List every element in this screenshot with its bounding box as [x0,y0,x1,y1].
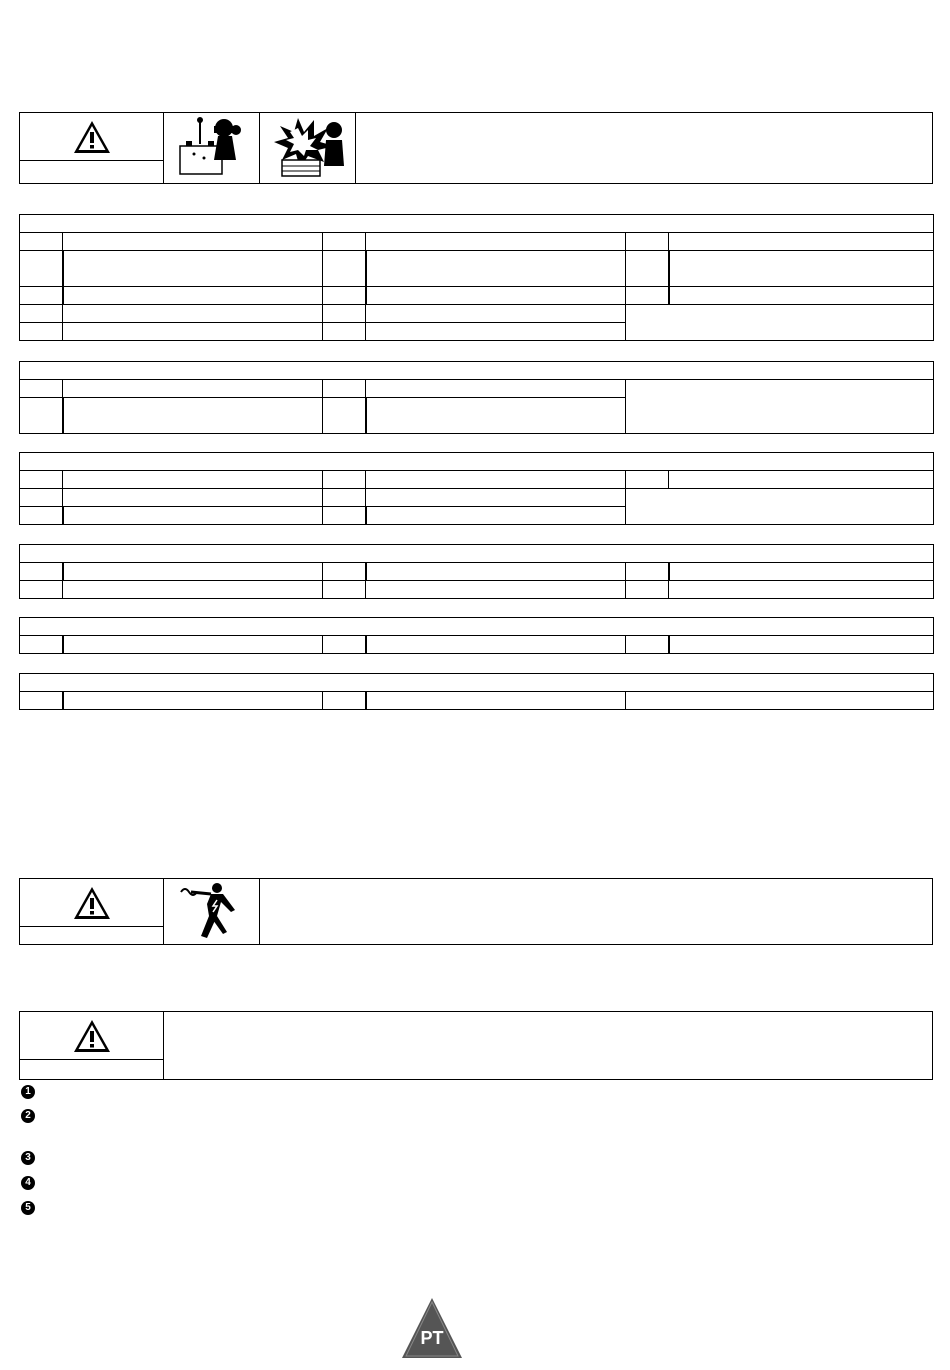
table-row [20,471,934,489]
table-row [20,581,934,599]
spec-table-1 [19,214,934,341]
table-row [20,563,934,581]
footer-logo [400,1296,464,1360]
list-item [21,1200,43,1215]
table-row [20,489,934,507]
table-row [20,251,934,287]
table-title [20,453,934,471]
number-marker: 4 [21,1176,35,1190]
table-title [20,618,934,636]
table-row [20,305,934,323]
table-title [20,674,934,692]
table-row [20,380,934,398]
number-marker: 3 [21,1151,35,1165]
number-marker: 2 [21,1109,35,1123]
table-title [20,362,934,380]
warning-triangle-icon [73,120,111,154]
electric-shock-warning-box [19,878,933,945]
list-item [21,1150,43,1165]
general-warning-box [19,1011,933,1080]
warning-triangle-icon [73,886,111,920]
brand-logo-icon [400,1296,464,1360]
battery-explosion-icon [268,116,348,180]
safety-alert-cell [20,879,164,944]
table-title [20,545,934,563]
electric-shock-icon [177,882,247,942]
warning-text [356,113,932,183]
spec-table-5 [19,617,934,654]
safety-alert-cell [20,113,164,183]
warning-text [164,1012,932,1079]
number-marker: 5 [21,1201,35,1215]
battery-acid-cell [164,113,260,183]
number-marker: 1 [21,1085,35,1099]
explosion-cell [260,113,356,183]
spec-table-3 [19,452,934,525]
list-item [21,1175,43,1190]
table-title [20,215,934,233]
logo-text: PT [420,1328,444,1348]
list-item [21,1108,43,1123]
safety-alert-cell [20,1012,164,1079]
list-item [21,1084,43,1099]
spec-table-4 [19,544,934,599]
table-row [20,692,934,710]
table-row [20,287,934,305]
warning-text [260,879,932,944]
spec-table-2 [19,361,934,434]
table-row [20,636,934,654]
table-row [20,233,934,251]
battery-acid-icon [174,116,250,180]
spec-table-6 [19,673,934,710]
warning-triangle-icon [73,1019,111,1053]
electric-shock-cell [164,879,260,944]
battery-warning-box [19,112,933,184]
